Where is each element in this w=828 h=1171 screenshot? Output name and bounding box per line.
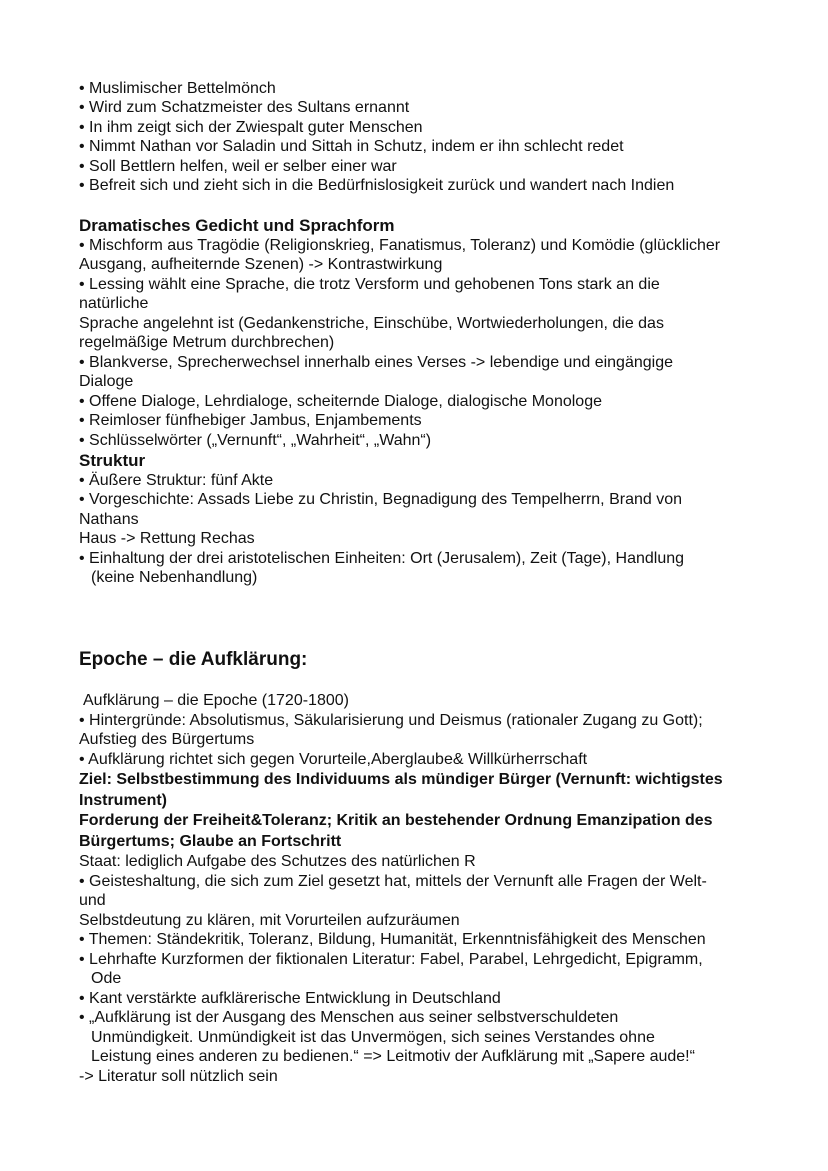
text-line: • Lessing wählt eine Sprache, die trotz Versform und gehobenen Tons stark an die xyxy=(79,276,660,293)
text-line: regelmäßige Metrum durchbrechen) xyxy=(79,334,335,351)
text-line: (keine Nebenhandlung) xyxy=(91,569,258,586)
text-line: • Blankverse, Sprecherwechsel innerhalb eines Verses -> lebendige und eingängige xyxy=(79,354,673,371)
list-item: • Wird zum Schatzmeister des Sultans ernannt xyxy=(79,99,410,116)
text-line: • Offene Dialoge, Lehrdialoge, scheiternde Dialoge, dialogische Monologe xyxy=(79,393,602,410)
list-item: • Nimmt Nathan vor Saladin und Sittah in Schutz, indem er ihn schlecht redet xyxy=(79,138,624,155)
bold-line: Ziel: Selbstbestimmung des Individuums als mündiger Bürger (Vernunft: wichtigstes xyxy=(79,771,723,788)
section-heading-structure: Struktur xyxy=(79,451,146,470)
epoch-subtitle: Aufklärung – die Epoche (1720-1800) xyxy=(83,692,349,709)
list-item: • Soll Bettlern helfen, weil er selber einer war xyxy=(79,158,397,175)
text-line: Haus -> Rettung Rechas xyxy=(79,530,255,547)
text-line: -> Literatur soll nützlich sein xyxy=(79,1068,278,1085)
text-line: • Kant verstärkte aufklärerische Entwicklung in Deutschland xyxy=(79,990,501,1007)
text-line: Leistung eines anderen zu bedienen.“ => Leitmotiv der Aufklärung mit „Sapere aude!“ xyxy=(91,1048,695,1065)
text-line: • „Aufklärung ist der Ausgang des Menschen aus seiner selbstverschuldeten xyxy=(79,1009,619,1026)
text-line: • Reimloser fünfhebiger Jambus, Enjambements xyxy=(79,412,422,429)
text-line: • Einhaltung der drei aristotelischen Einheiten: Ort (Jerusalem), Zeit (Tage), Handlung xyxy=(79,550,685,567)
text-line: • Themen: Ständekritik, Toleranz, Bildung, Humanität, Erkenntnisfähigkeit des Menschen xyxy=(79,931,706,948)
text-line: • Schlüsselwörter („Vernunft“, „Wahrheit“, „Wahn“) xyxy=(79,432,432,449)
section-heading-epoch: Epoche – die Aufklärung: xyxy=(79,649,308,670)
text-line: Ode xyxy=(91,970,122,987)
text-line: Unmündigkeit. Unmündigkeit ist das Unvermögen, sich seines Verstandes ohne xyxy=(91,1029,655,1046)
text-line: Dialoge xyxy=(79,373,134,390)
text-line: Sprache angelehnt ist (Gedankenstriche, Einschübe, Wortwiederholungen, die das xyxy=(79,315,664,332)
text-line: und xyxy=(79,892,106,909)
text-line: • Aufklärung richtet sich gegen Vorurteile,Aberglaube& Willkürherrschaft xyxy=(79,751,588,768)
text-line: natürliche xyxy=(79,295,149,312)
text-line: Nathans xyxy=(79,511,139,528)
bold-line: Instrument) xyxy=(79,792,167,809)
bold-line: Bürgertums; Glaube an Fortschritt xyxy=(79,833,342,850)
section-heading-dramatic: Dramatisches Gedicht und Sprachform xyxy=(79,216,395,235)
text-line: Staat: lediglich Aufgabe des Schutzes des natürlichen R xyxy=(79,853,476,870)
text-line: • Äußere Struktur: fünf Akte xyxy=(79,472,274,489)
text-line: Aufstieg des Bürgertums xyxy=(79,731,255,748)
list-item: • Muslimischer Bettelmönch xyxy=(79,80,276,97)
text-line: Ausgang, aufheiternde Szenen) -> Kontrastwirkung xyxy=(79,256,443,273)
text-line: • Hintergründe: Absolutismus, Säkularisierung und Deismus (rationaler Zugang zu Gott); xyxy=(79,712,703,729)
text-line: • Vorgeschichte: Assads Liebe zu Christin, Begnadigung des Tempelherrn, Brand von xyxy=(79,491,683,508)
text-line: • Geisteshaltung, die sich zum Ziel gesetzt hat, mittels der Vernunft alle Fragen der Welt- xyxy=(79,873,707,890)
text-line: • Lehrhafte Kurzformen der fiktionalen Literatur: Fabel, Parabel, Lehrgedicht, Epigramm, xyxy=(79,951,703,968)
bold-line: Forderung der Freiheit&Toleranz; Kritik an bestehender Ordnung Emanzipation des xyxy=(79,812,713,829)
text-line: • Mischform aus Tragödie (Religionskrieg, Fanatismus, Toleranz) und Komödie (glücklicher xyxy=(79,237,721,254)
list-item: • In ihm zeigt sich der Zwiespalt guter Menschen xyxy=(79,119,423,136)
text-line: Selbstdeutung zu klären, mit Vorurteilen aufzuräumen xyxy=(79,912,460,929)
list-item: • Befreit sich und zieht sich in die Bedürfnislosigkeit zurück und wandert nach Indien xyxy=(79,177,675,194)
